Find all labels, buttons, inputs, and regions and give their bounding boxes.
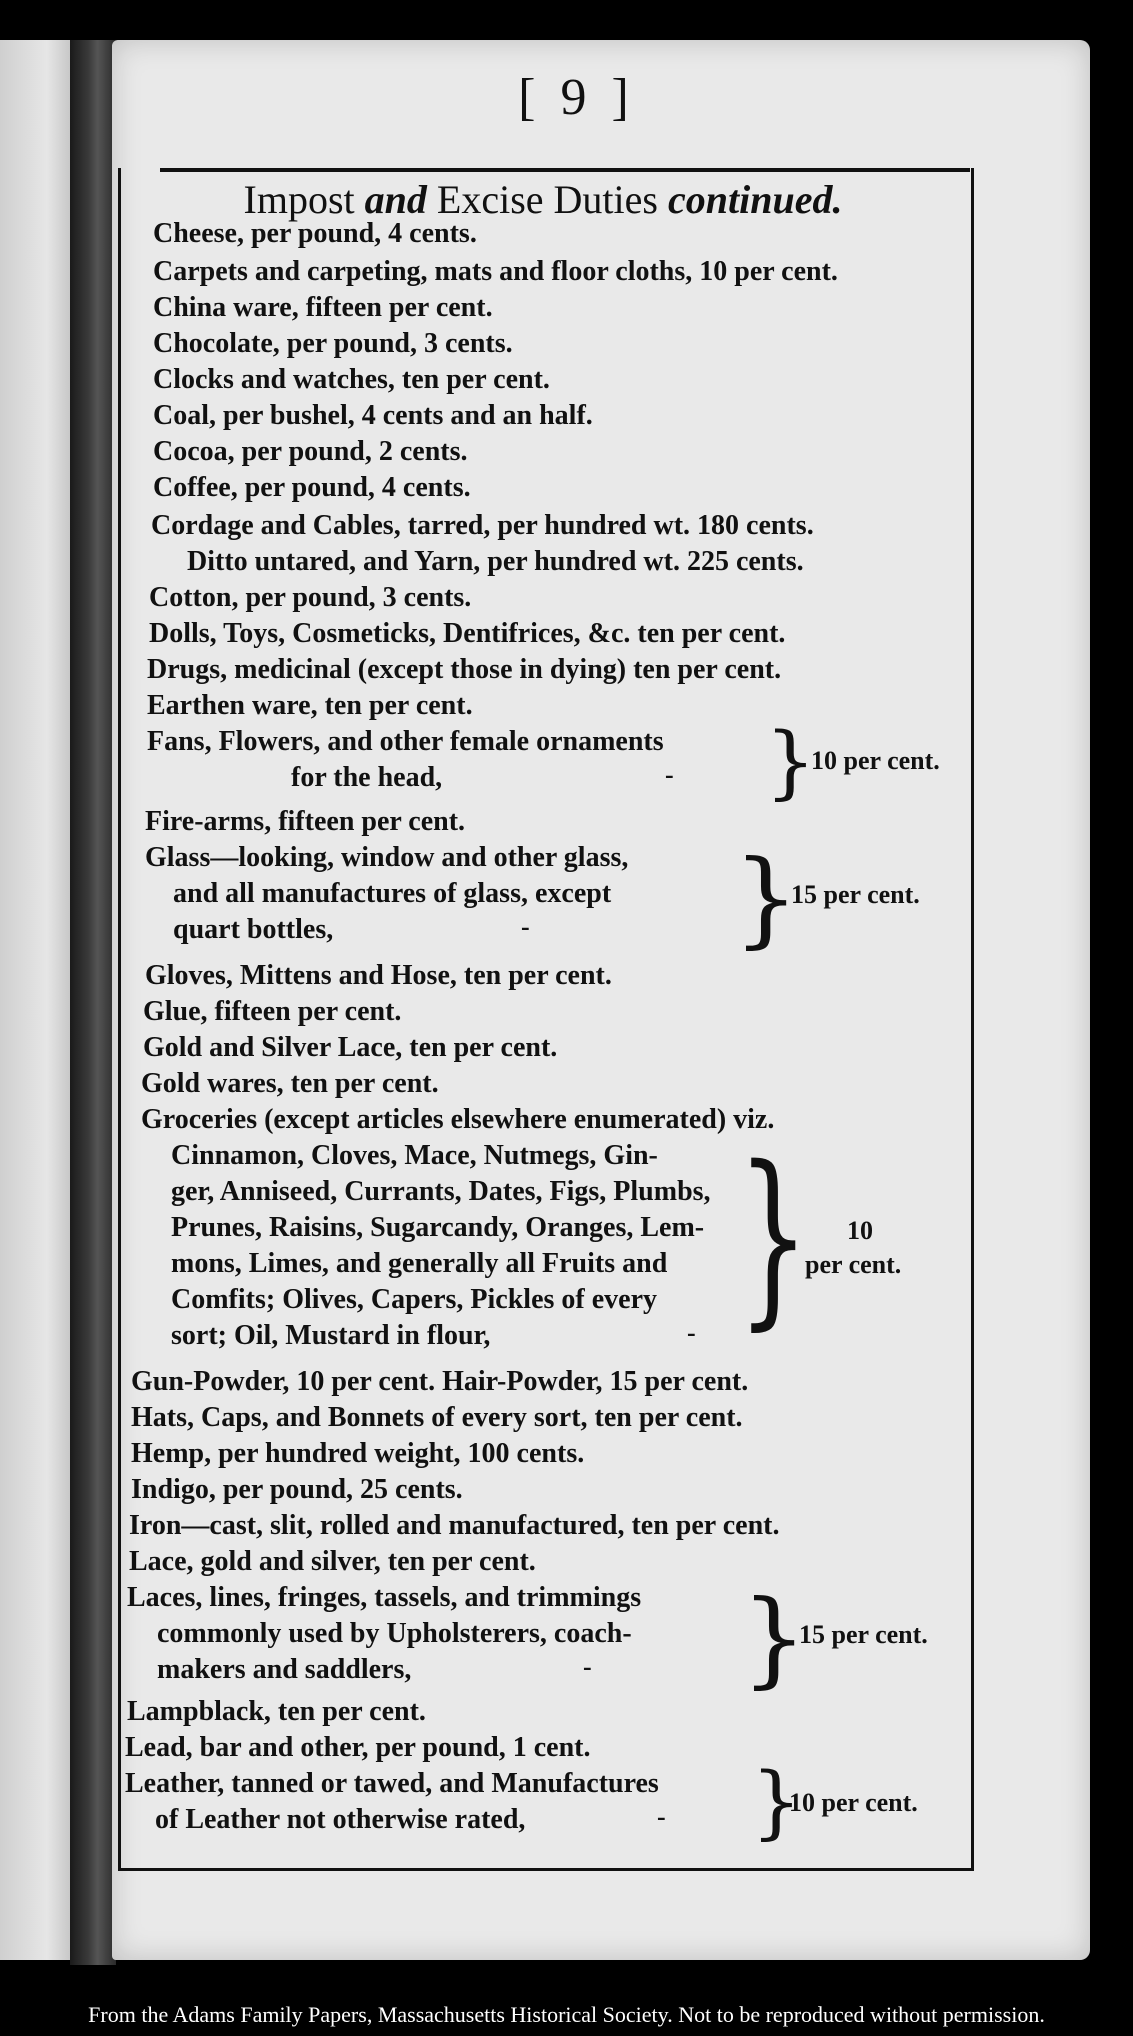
leather-line2: of Leather not otherwise rated, xyxy=(155,1804,526,1835)
glass-rate: 15 per cent. xyxy=(791,880,920,909)
laces-dash: - xyxy=(583,1652,592,1681)
groceries-line3: Prunes, Raisins, Sugarcandy, Oranges, Lem- xyxy=(171,1212,705,1243)
fans-group xyxy=(147,715,967,808)
duty-line: Gloves, Mittens and Hose, ten per cent. xyxy=(145,960,612,991)
duty-line: Coffee, per pound, 4 cents. xyxy=(153,472,471,503)
laces-line2: commonly used by Upholsterers, coach- xyxy=(157,1618,632,1649)
leather-dash: - xyxy=(657,1802,666,1831)
brace-icon: } xyxy=(733,837,800,959)
leather-line1: Leather, tanned or tawed, and Manufactures xyxy=(125,1768,659,1799)
leather-group xyxy=(125,1755,955,1848)
fans-dash: - xyxy=(665,760,674,789)
glass-line1: Glass—looking, window and other glass, xyxy=(145,842,629,873)
brace-icon: } xyxy=(741,1577,808,1699)
laces-group xyxy=(127,1577,947,1699)
facing-page-edge xyxy=(0,40,78,1960)
groceries-dash: - xyxy=(687,1318,696,1347)
heading-part2: and xyxy=(364,177,427,222)
groceries-line1: Cinnamon, Cloves, Mace, Nutmegs, Gin- xyxy=(171,1140,658,1171)
glass-line3: quart bottles, xyxy=(173,914,334,945)
glass-dash: - xyxy=(521,912,530,941)
duty-line: China ware, fifteen per cent. xyxy=(153,292,493,323)
groceries-rate-unit: per cent. xyxy=(805,1250,902,1279)
glass-line2: and all manufactures of glass, except xyxy=(173,878,612,909)
book-spine xyxy=(70,40,116,1965)
duty-line: Cocoa, per pound, 2 cents. xyxy=(153,436,468,467)
groceries-line4: mons, Limes, and generally all Fruits and xyxy=(171,1248,668,1279)
laces-line3: makers and saddlers, xyxy=(157,1654,412,1685)
duty-line: Lead, bar and other, per pound, 1 cent. xyxy=(125,1732,591,1763)
groceries-rate-number: 10 xyxy=(847,1216,873,1245)
groceries-line6: sort; Oil, Mustard in flour, xyxy=(171,1320,491,1351)
groceries-group xyxy=(141,1126,961,1360)
duty-line: Clocks and watches, ten per cent. xyxy=(153,364,550,395)
duty-line: Lace, gold and silver, ten per cent. xyxy=(129,1546,536,1577)
duty-line: Glue, fifteen per cent. xyxy=(143,996,402,1027)
duty-line: Hemp, per hundred weight, 100 cents. xyxy=(131,1438,585,1469)
duty-line: Hats, Caps, and Bonnets of every sort, ten per cent. xyxy=(131,1402,743,1433)
brace-icon: } xyxy=(737,1126,810,1347)
duty-line: Gold and Silver Lace, ten per cent. xyxy=(143,1032,558,1063)
brace-icon: } xyxy=(765,715,816,808)
duty-line: Indigo, per pound, 25 cents. xyxy=(131,1474,463,1505)
fans-line2: for the head, xyxy=(291,762,443,793)
heading-part3: Excise Duties xyxy=(426,177,668,222)
duty-line: Iron—cast, slit, rolled and manufactured, ten per cent. xyxy=(129,1510,780,1541)
groceries-line5: Comfits; Olives, Capers, Pickles of every xyxy=(171,1284,657,1315)
duty-line: Carpets and carpeting, mats and floor cloths, 10 per cent. xyxy=(153,256,838,287)
duty-line: Gold wares, ten per cent. xyxy=(141,1068,439,1099)
glass-group xyxy=(145,837,965,959)
groceries-line2: ger, Anniseed, Currants, Dates, Figs, Plumbs, xyxy=(171,1176,711,1207)
duty-line: Cheese, per pound, 4 cents. xyxy=(153,218,477,249)
duty-line: Fire-arms, fifteen per cent. xyxy=(145,806,466,837)
brace-icon: } xyxy=(751,1755,802,1848)
laces-rate: 15 per cent. xyxy=(799,1620,928,1649)
duty-line: Ditto untared, and Yarn, per hundred wt. 225 cents. xyxy=(187,546,804,577)
leather-rate: 10 per cent. xyxy=(789,1788,918,1817)
duty-line: Earthen ware, ten per cent. xyxy=(147,690,473,721)
page-number: [ 9 ] xyxy=(518,69,635,126)
duty-line: Drugs, medicinal (except those in dying) ten per cent. xyxy=(147,654,782,685)
duty-line: Gun-Powder, 10 per cent. Hair-Powder, 15 per cent. xyxy=(131,1366,749,1397)
heading-part1: Impost xyxy=(243,177,365,222)
fans-rate: 10 per cent. xyxy=(811,746,940,775)
copyright-notice: From the Adams Family Papers, Massachusetts Historical Society. Not to be reproduced without permission. xyxy=(88,2002,1045,2027)
duty-line: Cotton, per pound, 3 cents. xyxy=(149,582,472,613)
heading-part4: continued. xyxy=(667,177,843,222)
duty-line: Groceries (except articles elsewhere enumerated) viz. xyxy=(141,1104,775,1135)
duty-line: Coal, per bushel, 4 cents and an half. xyxy=(153,400,593,431)
duty-line: Chocolate, per pound, 3 cents. xyxy=(153,328,513,359)
fans-line1: Fans, Flowers, and other female ornaments xyxy=(147,726,664,757)
duty-line: Cordage and Cables, tarred, per hundred wt. 180 cents. xyxy=(151,510,814,541)
duty-line: Dolls, Toys, Cosmeticks, Dentifrices, &c. ten per cent. xyxy=(149,618,786,649)
duty-line: Lampblack, ten per cent. xyxy=(127,1696,426,1727)
laces-line1: Laces, lines, fringes, tassels, and trimmings xyxy=(127,1582,642,1613)
